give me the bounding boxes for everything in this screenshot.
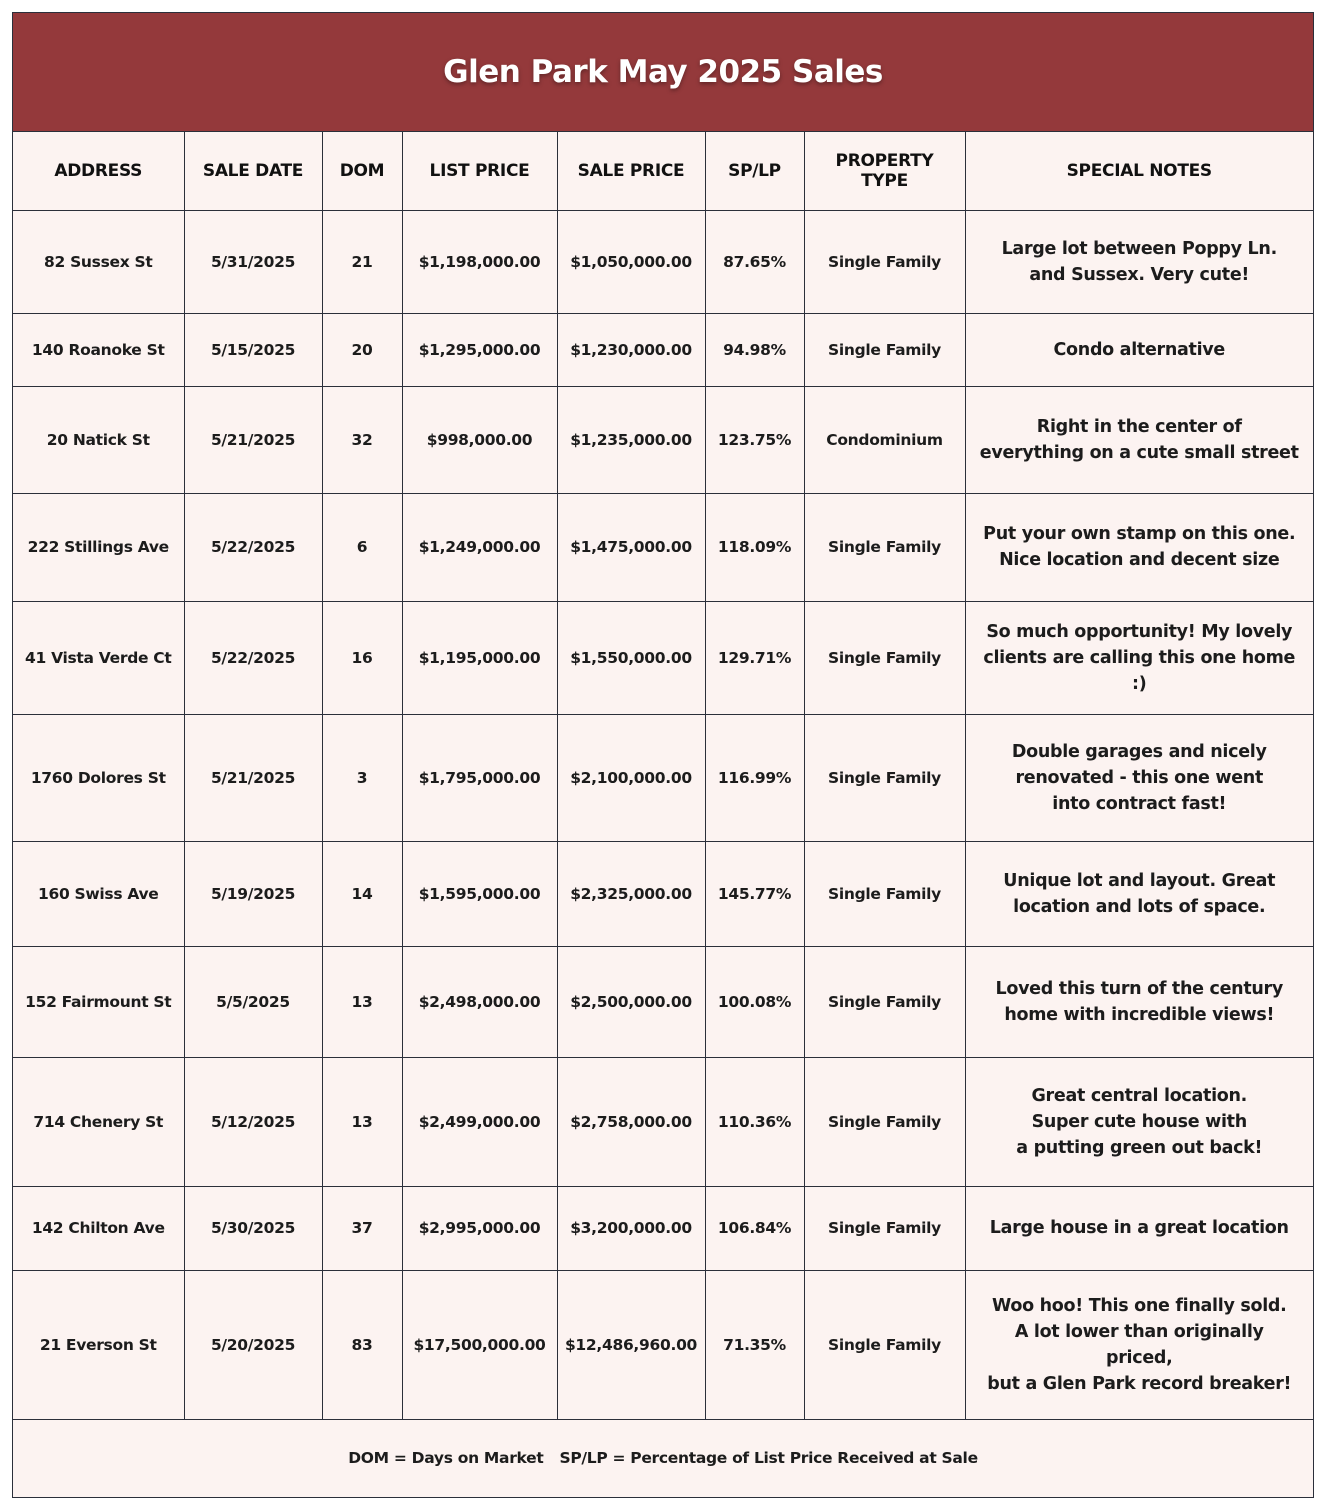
- sale-date-cell: 5/21/2025: [184, 386, 322, 493]
- special-notes-cell: [965, 946, 1313, 1057]
- sp-lp-cell: 87.65%: [705, 210, 804, 313]
- property-type-cell: Single Family: [804, 601, 965, 714]
- sales-sheet: [12, 12, 1314, 1498]
- address-cell: 21 Everson St: [13, 1270, 184, 1419]
- note-line: everything on a cute small street: [979, 442, 1299, 463]
- table-row: [13, 493, 1313, 601]
- dom-cell: 6: [322, 493, 402, 601]
- note-line: Nice location and decent size: [999, 550, 1280, 570]
- column-header-list-price: LIST PRICE: [402, 132, 557, 210]
- list-price-cell: $2,499,000.00: [402, 1057, 557, 1186]
- sale-date-cell: 5/12/2025: [184, 1057, 322, 1186]
- special-notes-cell: [965, 601, 1313, 714]
- sp-lp-cell: 116.99%: [705, 714, 804, 841]
- sale-price-cell: $2,100,000.00: [557, 714, 705, 841]
- special-notes-cell: [965, 1186, 1313, 1270]
- sale-date-cell: 5/30/2025: [184, 1186, 322, 1270]
- sp-lp-cell: 100.08%: [705, 946, 804, 1057]
- title-bar: [13, 13, 1313, 132]
- list-price-cell: $1,198,000.00: [402, 210, 557, 313]
- list-price-cell: $1,795,000.00: [402, 714, 557, 841]
- list-price-cell: $1,595,000.00: [402, 841, 557, 946]
- property-type-cell: Single Family: [804, 313, 965, 386]
- property-type-cell: Condominium: [804, 386, 965, 493]
- address-cell: 142 Chilton Ave: [13, 1186, 184, 1270]
- table-row: [13, 714, 1313, 841]
- note-line: and Sussex. Very cute!: [1029, 264, 1250, 285]
- special-notes-cell: [965, 1270, 1313, 1419]
- special-notes-cell: [965, 210, 1313, 313]
- sp-lp-cell: 110.36%: [705, 1057, 804, 1186]
- property-type-cell: Single Family: [804, 1057, 965, 1186]
- sale-date-cell: 5/22/2025: [184, 601, 322, 714]
- address-cell: 714 Chenery St: [13, 1057, 184, 1186]
- sale-price-cell: $1,230,000.00: [557, 313, 705, 386]
- note-line: Super cute house with: [1031, 1111, 1247, 1132]
- list-price-cell: $1,295,000.00: [402, 313, 557, 386]
- sp-lp-cell: 123.75%: [705, 386, 804, 493]
- sp-lp-cell: 129.71%: [705, 601, 804, 714]
- dom-cell: 13: [322, 1057, 402, 1186]
- address-cell: 41 Vista Verde Ct: [13, 601, 184, 714]
- sale-date-cell: 5/21/2025: [184, 714, 322, 841]
- sale-date-cell: 5/22/2025: [184, 493, 322, 601]
- special-notes-cell: [965, 714, 1313, 841]
- column-header-address: ADDRESS: [13, 132, 184, 210]
- note-line: A lot lower than originally priced,: [1014, 1321, 1264, 1368]
- dom-legend: DOM = Days on Market: [348, 1448, 544, 1467]
- dom-cell: 21: [322, 210, 402, 313]
- address-cell: 222 Stillings Ave: [13, 493, 184, 601]
- column-header-sp-lp: SP/LP: [705, 132, 804, 210]
- sp-lp-cell: 118.09%: [705, 493, 804, 601]
- note-line: home with incredible views!: [1004, 1004, 1275, 1025]
- sale-price-cell: $2,758,000.00: [557, 1057, 705, 1186]
- sale-price-cell: $1,235,000.00: [557, 386, 705, 493]
- special-notes-cell: [965, 493, 1313, 601]
- special-notes-cell: [965, 841, 1313, 946]
- special-notes-cell: [965, 313, 1313, 386]
- note-line: location and lots of space.: [1013, 896, 1266, 917]
- special-notes-cell: [965, 1057, 1313, 1186]
- note-line: Unique lot and layout. Great: [1003, 870, 1276, 891]
- sale-date-cell: 5/20/2025: [184, 1270, 322, 1419]
- column-header-sale-price: SALE PRICE: [557, 132, 705, 210]
- column-header-property-type: PROPERTY TYPE: [804, 132, 965, 210]
- sale-date-cell: 5/5/2025: [184, 946, 322, 1057]
- sale-price-cell: $2,500,000.00: [557, 946, 705, 1057]
- sale-price-cell: $12,486,960.00: [557, 1270, 705, 1419]
- note-line: clients are calling this one home :): [983, 647, 1296, 694]
- dom-cell: 20: [322, 313, 402, 386]
- address-cell: 20 Natick St: [13, 386, 184, 493]
- property-type-cell: Single Family: [804, 714, 965, 841]
- sale-price-cell: $1,050,000.00: [557, 210, 705, 313]
- table-row: [13, 1186, 1313, 1270]
- sale-price-cell: $2,325,000.00: [557, 841, 705, 946]
- dom-cell: 37: [322, 1186, 402, 1270]
- sp-lp-cell: 71.35%: [705, 1270, 804, 1419]
- note-line: So much opportunity! My lovely: [986, 621, 1293, 642]
- note-line: Large lot between Poppy Ln.: [1001, 238, 1277, 259]
- list-price-cell: $1,195,000.00: [402, 601, 557, 714]
- note-line: Great central location.: [1031, 1085, 1248, 1106]
- table-row: [13, 841, 1313, 946]
- special-notes-cell: [965, 386, 1313, 493]
- sale-price-cell: $1,475,000.00: [557, 493, 705, 601]
- note-line: Right in the center of: [1036, 416, 1242, 437]
- column-header-special-notes: SPECIAL NOTES: [965, 132, 1313, 210]
- note-line: Woo hoo! This one finally sold.: [992, 1295, 1287, 1316]
- property-type-cell: Single Family: [804, 841, 965, 946]
- note-line: Large house in a great location: [989, 1218, 1289, 1238]
- address-cell: 152 Fairmount St: [13, 946, 184, 1057]
- table-row: [13, 601, 1313, 714]
- note-line: a putting green out back!: [1016, 1137, 1263, 1158]
- list-price-cell: $998,000.00: [402, 386, 557, 493]
- property-type-cell: Single Family: [804, 1186, 965, 1270]
- dom-cell: 14: [322, 841, 402, 946]
- address-cell: 160 Swiss Ave: [13, 841, 184, 946]
- note-line: Put your own stamp on this one.: [983, 524, 1296, 544]
- sales-table: [13, 132, 1313, 1420]
- table-row: [13, 1270, 1313, 1419]
- table-header-row: [13, 132, 1313, 210]
- page-title: Glen Park May 2025 Sales: [443, 54, 883, 90]
- property-type-cell: Single Family: [804, 210, 965, 313]
- column-header-dom: DOM: [322, 132, 402, 210]
- sale-price-cell: $1,550,000.00: [557, 601, 705, 714]
- table-body: [13, 210, 1313, 1419]
- property-type-cell: Single Family: [804, 493, 965, 601]
- sp-lp-cell: 106.84%: [705, 1186, 804, 1270]
- sp-lp-cell: 94.98%: [705, 313, 804, 386]
- list-price-cell: $2,995,000.00: [402, 1186, 557, 1270]
- dom-cell: 83: [322, 1270, 402, 1419]
- dom-cell: 32: [322, 386, 402, 493]
- note-line: Loved this turn of the century: [995, 978, 1283, 999]
- sale-date-cell: 5/31/2025: [184, 210, 322, 313]
- address-cell: 140 Roanoke St: [13, 313, 184, 386]
- note-line: Condo alternative: [1053, 339, 1225, 360]
- note-line: into contract fast!: [1052, 793, 1227, 814]
- address-cell: 1760 Dolores St: [13, 714, 184, 841]
- note-line: renovated - this one went: [1015, 767, 1264, 788]
- list-price-cell: $2,498,000.00: [402, 946, 557, 1057]
- table-row: [13, 210, 1313, 313]
- address-cell: 82 Sussex St: [13, 210, 184, 313]
- dom-cell: 16: [322, 601, 402, 714]
- table-row: [13, 946, 1313, 1057]
- dom-cell: 13: [322, 946, 402, 1057]
- note-line: but a Glen Park record breaker!: [987, 1373, 1292, 1394]
- sp-lp-cell: 145.77%: [705, 841, 804, 946]
- sale-date-cell: 5/15/2025: [184, 313, 322, 386]
- property-type-cell: Single Family: [804, 1270, 965, 1419]
- splp-legend: SP/LP = Percentage of List Price Received at Sale: [559, 1448, 978, 1467]
- column-header-sale-date: SALE DATE: [184, 132, 322, 210]
- legend-footer: [13, 1418, 1313, 1497]
- table-row: [13, 313, 1313, 386]
- list-price-cell: $1,249,000.00: [402, 493, 557, 601]
- table-row: [13, 1057, 1313, 1186]
- property-type-cell: Single Family: [804, 946, 965, 1057]
- dom-cell: 3: [322, 714, 402, 841]
- list-price-cell: $17,500,000.00: [402, 1270, 557, 1419]
- sale-price-cell: $3,200,000.00: [557, 1186, 705, 1270]
- note-line: Double garages and nicely: [1011, 741, 1267, 762]
- table-row: [13, 386, 1313, 493]
- sale-date-cell: 5/19/2025: [184, 841, 322, 946]
